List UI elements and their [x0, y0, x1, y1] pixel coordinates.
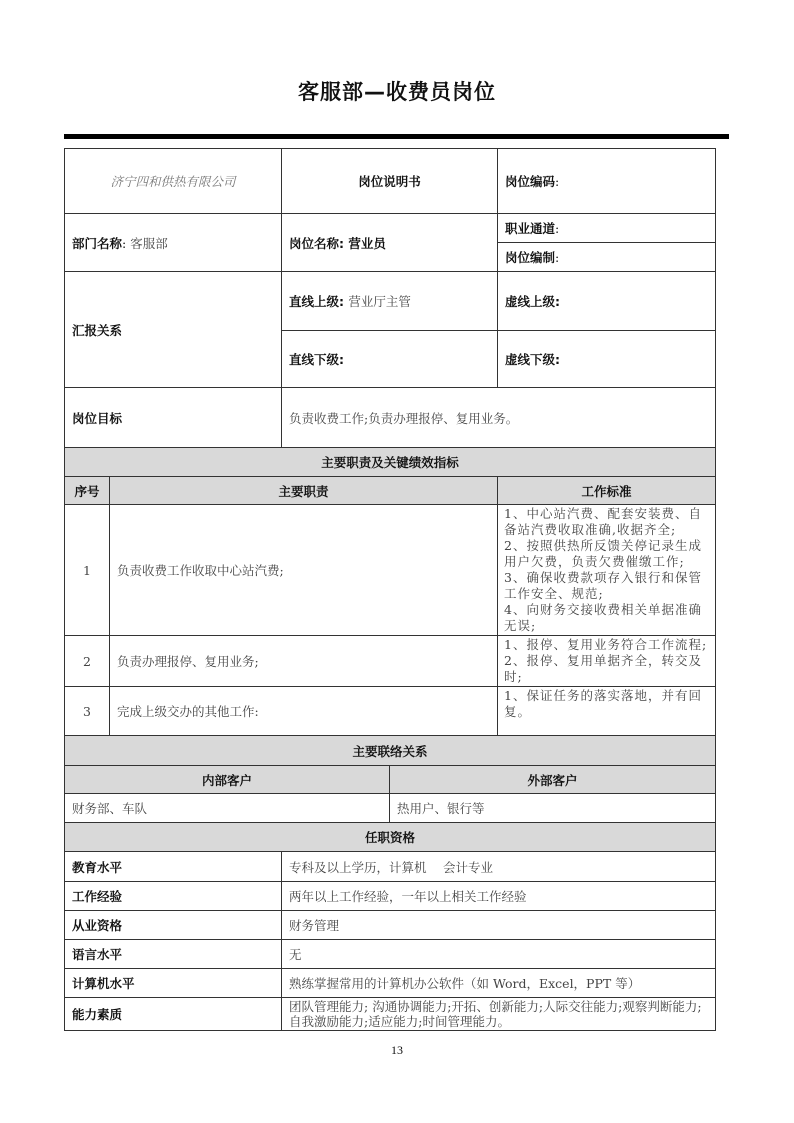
qualification-label: 工作经验 — [65, 882, 282, 911]
external-customers-header: 外部客户 — [390, 766, 716, 794]
duty-row — [65, 687, 716, 736]
dotted-superior-cell: 虚线上级: — [498, 272, 716, 331]
direct-superior-label: 直线上级 — [289, 294, 340, 309]
page-number: 13 — [391, 1043, 403, 1057]
qualification-value: 无 — [282, 940, 716, 969]
duty-standard: 1、保证任务的落实落地，并有回复。 — [498, 687, 716, 736]
dept-label: 部门名称 — [72, 235, 123, 251]
headcount-cell: 岗位编制: — [498, 243, 716, 272]
qualification-value: 财务管理 — [282, 911, 716, 940]
dotted-subordinate-cell: 虚线下级: — [498, 331, 716, 388]
duty-row — [65, 505, 716, 636]
internal-customers-value: 财务部、车队 — [65, 794, 390, 823]
qualification-row — [65, 998, 716, 1031]
qualification-value: 专科及以上学历，计算机 会计专业 — [282, 852, 716, 882]
duty-text: 负责收费工作收取中心站汽费; — [110, 505, 498, 636]
qualification-value: 团队管理能力; 沟通协调能力;开拓、创新能力;人际交往能力;观察判断能力;自我激励能力;适应能力;时间管理能力。 — [282, 998, 716, 1031]
dotted-subordinate-label: 虚线下级 — [505, 352, 556, 367]
direct-superior-cell: 直线上级: 营业厅主管 — [282, 272, 498, 331]
qualification-row — [65, 911, 716, 940]
qualifications-section-title: 任职资格 — [65, 823, 716, 852]
career-path-cell: 职业通道: — [498, 214, 716, 243]
duty-header-standard: 工作标准 — [498, 477, 716, 505]
direct-superior-value: 营业厅主管 — [348, 294, 411, 309]
dept-cell: 部门名称: 客服部 — [65, 214, 282, 272]
position-name-value: 营业员 — [348, 235, 386, 251]
qualification-label: 从业资格 — [65, 911, 282, 940]
position-code-label: 岗位编码 — [505, 174, 556, 189]
dotted-superior-label: 虚线上级 — [505, 294, 556, 309]
qualification-value: 熟练掌握常用的计算机办公软件（如 Word，Excel，PPT 等） — [282, 969, 716, 998]
title-rule — [64, 134, 729, 139]
company-name: 济宁四和供热有限公司 — [65, 149, 282, 214]
duty-row — [65, 636, 716, 687]
objective-value: 负责收费工作;负责办理报停、复用业务。 — [282, 388, 716, 448]
qualification-label: 语言水平 — [65, 940, 282, 969]
page-title: 客服部—收费员岗位 — [298, 80, 496, 104]
direct-subordinate-cell: 直线下级: — [282, 331, 498, 388]
duties-section-title: 主要职责及关键绩效指标 — [65, 448, 716, 477]
qualification-label: 计算机水平 — [65, 969, 282, 998]
qualification-row — [65, 882, 716, 911]
duty-no: 1 — [65, 505, 110, 636]
internal-customers-header: 内部客户 — [65, 766, 390, 794]
job-description-table — [64, 148, 716, 1031]
duty-text: 完成上级交办的其他工作: — [110, 687, 498, 736]
position-code-cell: 岗位编码: — [498, 149, 716, 214]
contacts-section-title: 主要联络关系 — [65, 736, 716, 766]
duty-header-no: 序号 — [65, 477, 110, 505]
duty-no: 3 — [65, 687, 110, 736]
qualification-row — [65, 852, 716, 882]
duty-standard: 1、中心站汽费、配套安装费、自备站汽费收取准确,收据齐全; 2、按照供热所反馈关停记录生成用户欠费，负责欠费催缴工作; 3、确保收费款项存入银行和保管工作安全、规范; 4、向财务交接收费相关单据准确无误; — [498, 505, 716, 636]
career-path-label: 职业通道 — [505, 221, 556, 236]
qualification-value: 两年以上工作经验，一年以上相关工作经验 — [282, 882, 716, 911]
objective-label: 岗位目标 — [65, 388, 282, 448]
direct-subordinate-label: 直线下级 — [289, 352, 340, 367]
qualification-label: 教育水平 — [65, 852, 282, 882]
dept-value: 客服部 — [130, 235, 168, 251]
duty-no: 2 — [65, 636, 110, 687]
position-name-cell: 岗位名称: 营业员 — [282, 214, 498, 272]
doc-title: 岗位说明书 — [282, 149, 498, 214]
headcount-label: 岗位编制 — [505, 250, 556, 265]
qualification-label: 能力素质 — [65, 998, 282, 1031]
qualification-row — [65, 940, 716, 969]
duty-header-duty: 主要职责 — [110, 477, 498, 505]
external-customers-value: 热用户、银行等 — [390, 794, 716, 823]
qualification-row — [65, 969, 716, 998]
duty-standard: 1、报停、复用业务符合工作流程; 2、报停、复用单据齐全，转交及时; — [498, 636, 716, 687]
position-name-label: 岗位名称 — [289, 235, 340, 251]
duty-text: 负责办理报停、复用业务; — [110, 636, 498, 687]
reporting-label: 汇报关系 — [65, 272, 282, 388]
